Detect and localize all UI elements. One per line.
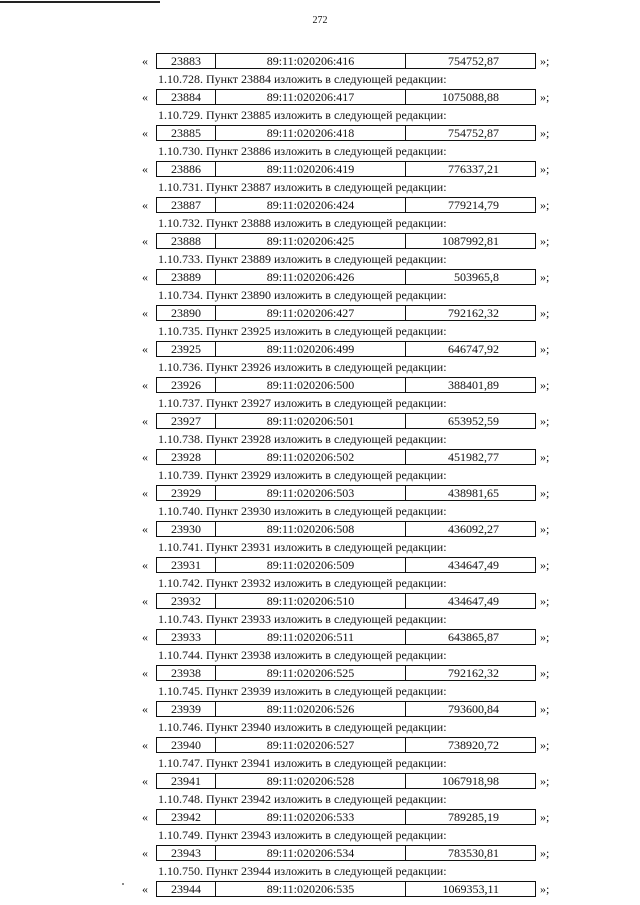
opening-quote: « <box>142 342 148 356</box>
closing-quote: »; <box>540 702 550 716</box>
cadastral-value: 434647,49 <box>448 558 499 572</box>
closing-quote: »; <box>540 90 550 104</box>
cadastral-number: 89:11:020206:502 <box>216 450 406 464</box>
cadastral-value: 792162,32 <box>448 666 499 680</box>
cadastral-number: 89:11:020206:534 <box>216 846 406 860</box>
cadastral-value: 792162,32 <box>448 306 499 320</box>
table-cells <box>156 557 536 573</box>
opening-quote: « <box>142 882 148 896</box>
amendment-instruction: 1.10.747. Пункт 23941 изложить в следующей редакции: <box>158 756 447 770</box>
cadastral-value: 783530,81 <box>448 846 499 860</box>
table-cells <box>156 701 536 717</box>
item-number: 23886 <box>157 162 216 176</box>
closing-quote: »; <box>540 378 550 392</box>
item-number: 23890 <box>157 306 216 320</box>
closing-quote: »; <box>540 810 550 824</box>
item-number: 23938 <box>157 666 216 680</box>
cadastral-number: 89:11:020206:500 <box>216 378 406 392</box>
amendment-instruction: 1.10.737. Пункт 23927 изложить в следующей редакции: <box>158 396 447 410</box>
item-number: 23889 <box>157 270 216 284</box>
table-row <box>0 556 640 574</box>
item-number: 23932 <box>157 594 216 608</box>
opening-quote: « <box>142 810 148 824</box>
cadastral-number: 89:11:020206:418 <box>216 126 406 140</box>
table-cells <box>156 53 536 69</box>
item-number: 23931 <box>157 558 216 572</box>
table-row <box>0 808 640 826</box>
cadastral-number: 89:11:020206:526 <box>216 702 406 716</box>
document-body <box>0 52 640 898</box>
opening-quote: « <box>142 558 148 572</box>
amendment-instruction: 1.10.744. Пункт 23938 изложить в следующей редакции: <box>158 648 447 662</box>
table-cells <box>156 413 536 429</box>
cadastral-number: 89:11:020206:419 <box>216 162 406 176</box>
table-row <box>0 412 640 430</box>
cadastral-number: 89:11:020206:511 <box>216 630 406 644</box>
table-row <box>0 340 640 358</box>
table-row <box>0 448 640 466</box>
closing-quote: »; <box>540 342 550 356</box>
table-cells <box>156 89 536 105</box>
amendment-instruction: 1.10.733. Пункт 23889 изложить в следующей редакции: <box>158 252 447 266</box>
opening-quote: « <box>142 306 148 320</box>
amendment-instruction: 1.10.743. Пункт 23933 изложить в следующей редакции: <box>158 612 447 626</box>
opening-quote: « <box>142 738 148 752</box>
table-row <box>0 160 640 178</box>
closing-quote: »; <box>540 846 550 860</box>
cadastral-number: 89:11:020206:424 <box>216 198 406 212</box>
item-number: 23925 <box>157 342 216 356</box>
amendment-instruction: 1.10.728. Пункт 23884 изложить в следующей редакции: <box>158 72 447 86</box>
closing-quote: »; <box>540 270 550 284</box>
cadastral-number: 89:11:020206:533 <box>216 810 406 824</box>
table-row <box>0 628 640 646</box>
closing-quote: »; <box>540 198 550 212</box>
table-cells <box>156 269 536 285</box>
cadastral-value: 776337,21 <box>448 162 499 176</box>
opening-quote: « <box>142 90 148 104</box>
cadastral-value: 653952,59 <box>448 414 499 428</box>
cadastral-value: 451982,77 <box>448 450 499 464</box>
opening-quote: « <box>142 486 148 500</box>
cadastral-value: 754752,87 <box>448 126 499 140</box>
cadastral-value: 1067918,98 <box>442 774 499 788</box>
amendment-instruction: 1.10.740. Пункт 23930 изложить в следующей редакции: <box>158 504 447 518</box>
amendment-instruction: 1.10.746. Пункт 23940 изложить в следующей редакции: <box>158 720 447 734</box>
cadastral-number: 89:11:020206:426 <box>216 270 406 284</box>
table-cells <box>156 629 536 645</box>
cadastral-value: 1087992,81 <box>442 234 499 248</box>
item-number: 23926 <box>157 378 216 392</box>
table-row <box>0 232 640 250</box>
amendment-instruction: 1.10.731. Пункт 23887 изложить в следующей редакции: <box>158 180 447 194</box>
amendment-instruction: 1.10.732. Пункт 23888 изложить в следующей редакции: <box>158 216 447 230</box>
closing-quote: »; <box>540 234 550 248</box>
amendment-instruction: 1.10.742. Пункт 23932 изложить в следующей редакции: <box>158 576 447 590</box>
table-row <box>0 376 640 394</box>
cadastral-value: 643865,87 <box>448 630 499 644</box>
opening-quote: « <box>142 270 148 284</box>
opening-quote: « <box>142 774 148 788</box>
cadastral-value: 1069353,11 <box>442 882 499 896</box>
table-row <box>0 52 640 70</box>
amendment-instruction: 1.10.735. Пункт 23925 изложить в следующей редакции: <box>158 324 447 338</box>
closing-quote: »; <box>540 666 550 680</box>
table-row <box>0 304 640 322</box>
amendment-instruction: 1.10.736. Пункт 23926 изложить в следующей редакции: <box>158 360 447 374</box>
table-cells <box>156 377 536 393</box>
item-number: 23944 <box>157 882 216 896</box>
opening-quote: « <box>142 630 148 644</box>
table-row <box>0 700 640 718</box>
cadastral-value: 754752,87 <box>448 54 499 68</box>
item-number: 23884 <box>157 90 216 104</box>
closing-quote: »; <box>540 162 550 176</box>
cadastral-value: 438981,65 <box>448 486 499 500</box>
opening-quote: « <box>142 54 148 68</box>
table-row <box>0 484 640 502</box>
table-cells <box>156 845 536 861</box>
table-row <box>0 772 640 790</box>
cadastral-number: 89:11:020206:528 <box>216 774 406 788</box>
table-row <box>0 880 640 898</box>
table-cells <box>156 197 536 213</box>
table-cells <box>156 161 536 177</box>
item-number: 23933 <box>157 630 216 644</box>
item-number: 23942 <box>157 810 216 824</box>
item-number: 23887 <box>157 198 216 212</box>
amendment-instruction: 1.10.749. Пункт 23943 изложить в следующей редакции: <box>158 828 447 842</box>
amendment-instruction: 1.10.750. Пункт 23944 изложить в следующей редакции: <box>158 864 447 878</box>
amendment-instruction: 1.10.730. Пункт 23886 изложить в следующей редакции: <box>158 144 447 158</box>
cadastral-number: 89:11:020206:503 <box>216 486 406 500</box>
table-row <box>0 520 640 538</box>
cadastral-value: 1075088,88 <box>442 90 499 104</box>
cadastral-value: 793600,84 <box>448 702 499 716</box>
cadastral-value: 646747,92 <box>448 342 499 356</box>
closing-quote: »; <box>540 882 550 896</box>
item-number: 23930 <box>157 522 216 536</box>
table-row <box>0 196 640 214</box>
top-rule <box>0 1 160 3</box>
page-number: 272 <box>312 15 328 26</box>
table-cells <box>156 485 536 501</box>
scan-speck <box>122 883 124 885</box>
opening-quote: « <box>142 162 148 176</box>
cadastral-value: 738920,72 <box>448 738 499 752</box>
opening-quote: « <box>142 846 148 860</box>
cadastral-value: 779214,79 <box>448 198 499 212</box>
cadastral-value: 503965,8 <box>454 270 499 284</box>
cadastral-number: 89:11:020206:508 <box>216 522 406 536</box>
cadastral-number: 89:11:020206:535 <box>216 882 406 896</box>
table-row <box>0 592 640 610</box>
amendment-instruction: 1.10.748. Пункт 23942 изложить в следующей редакции: <box>158 792 447 806</box>
cadastral-number: 89:11:020206:417 <box>216 90 406 104</box>
amendment-instruction: 1.10.729. Пункт 23885 изложить в следующей редакции: <box>158 108 447 122</box>
opening-quote: « <box>142 522 148 536</box>
cadastral-number: 89:11:020206:416 <box>216 54 406 68</box>
opening-quote: « <box>142 234 148 248</box>
amendment-instruction: 1.10.741. Пункт 23931 изложить в следующей редакции: <box>158 540 447 554</box>
opening-quote: « <box>142 666 148 680</box>
table-cells <box>156 341 536 357</box>
table-cells <box>156 737 536 753</box>
item-number: 23927 <box>157 414 216 428</box>
closing-quote: »; <box>540 126 550 140</box>
table-cells <box>156 233 536 249</box>
table-cells <box>156 593 536 609</box>
item-number: 23888 <box>157 234 216 248</box>
table-row <box>0 88 640 106</box>
table-cells <box>156 809 536 825</box>
item-number: 23883 <box>157 54 216 68</box>
closing-quote: »; <box>540 54 550 68</box>
cadastral-number: 89:11:020206:525 <box>216 666 406 680</box>
table-row <box>0 664 640 682</box>
table-row <box>0 124 640 142</box>
table-cells <box>156 881 536 897</box>
cadastral-value: 388401,89 <box>448 378 499 392</box>
opening-quote: « <box>142 198 148 212</box>
item-number: 23939 <box>157 702 216 716</box>
closing-quote: »; <box>540 594 550 608</box>
cadastral-value: 789285,19 <box>448 810 499 824</box>
table-row <box>0 736 640 754</box>
opening-quote: « <box>142 594 148 608</box>
item-number: 23941 <box>157 774 216 788</box>
table-cells <box>156 449 536 465</box>
cadastral-number: 89:11:020206:499 <box>216 342 406 356</box>
closing-quote: »; <box>540 306 550 320</box>
cadastral-number: 89:11:020206:425 <box>216 234 406 248</box>
opening-quote: « <box>142 450 148 464</box>
amendment-instruction: 1.10.745. Пункт 23939 изложить в следующей редакции: <box>158 684 447 698</box>
table-cells <box>156 665 536 681</box>
table-row <box>0 268 640 286</box>
opening-quote: « <box>142 126 148 140</box>
opening-quote: « <box>142 378 148 392</box>
cadastral-value: 436092,27 <box>448 522 499 536</box>
closing-quote: »; <box>540 522 550 536</box>
item-number: 23943 <box>157 846 216 860</box>
item-number: 23885 <box>157 126 216 140</box>
closing-quote: »; <box>540 738 550 752</box>
cadastral-number: 89:11:020206:509 <box>216 558 406 572</box>
opening-quote: « <box>142 702 148 716</box>
cadastral-number: 89:11:020206:510 <box>216 594 406 608</box>
table-cells <box>156 521 536 537</box>
cadastral-value: 434647,49 <box>448 594 499 608</box>
cadastral-number: 89:11:020206:527 <box>216 738 406 752</box>
closing-quote: »; <box>540 558 550 572</box>
closing-quote: »; <box>540 450 550 464</box>
opening-quote: « <box>142 414 148 428</box>
cadastral-number: 89:11:020206:501 <box>216 414 406 428</box>
table-cells <box>156 773 536 789</box>
amendment-instruction: 1.10.734. Пункт 23890 изложить в следующей редакции: <box>158 288 447 302</box>
table-row <box>0 844 640 862</box>
closing-quote: »; <box>540 630 550 644</box>
item-number: 23940 <box>157 738 216 752</box>
item-number: 23929 <box>157 486 216 500</box>
amendment-instruction: 1.10.739. Пункт 23929 изложить в следующей редакции: <box>158 468 447 482</box>
item-number: 23928 <box>157 450 216 464</box>
closing-quote: »; <box>540 774 550 788</box>
closing-quote: »; <box>540 486 550 500</box>
table-cells <box>156 305 536 321</box>
cadastral-number: 89:11:020206:427 <box>216 306 406 320</box>
table-cells <box>156 125 536 141</box>
amendment-instruction: 1.10.738. Пункт 23928 изложить в следующей редакции: <box>158 432 447 446</box>
closing-quote: »; <box>540 414 550 428</box>
